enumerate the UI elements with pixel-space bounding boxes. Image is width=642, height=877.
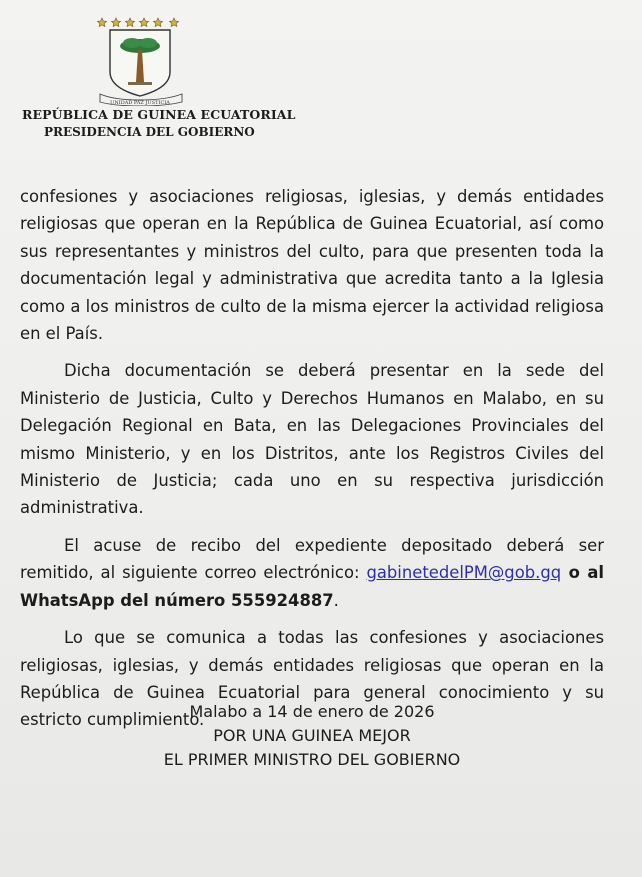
paragraph-2: Dicha documentación se deberá presentar en la sede del Ministerio de Justicia, Culto y Derechos Humanos en Malabo, en su Delegación Regional en Bata, en las Delegaciones Provinciales del mismo Ministerio, y en los Distritos, ante los Registros Civiles del Ministerio de Justicia; cada uno en su respectiva jurisdicción administrativa.	[20, 361, 604, 518]
paragraph-3	[20, 532, 604, 614]
header-country: REPÚBLICA DE GUINEA ECUATORIAL	[22, 107, 296, 122]
closing-block	[20, 700, 604, 772]
paragraph-3-text: El acuse de recibo del expediente depositado deberá ser remitido, al siguiente correo electrónico:	[20, 535, 604, 583]
closing-signatory: EL PRIMER MINISTRO DEL GOBIERNO	[163, 750, 461, 769]
paragraph-1: confesiones y asociaciones religiosas, iglesias, y demás entidades religiosas que operan en la República de Guinea Ecuatorial, así como sus representantes y ministros del culto, para que presenten toda la documentación legal y administrativa que acredita tanto a la Iglesia como a los ministros de culto de la misma ejercer la actividad religiosa en el País.	[20, 187, 604, 344]
coat-of-arms-emblem	[94, 10, 190, 106]
email-link[interactable]: gabinetedelPM@gob.gq	[366, 563, 562, 583]
paragraph-4: Lo que se comunica a todas las confesiones y asociaciones religiosas, iglesias, y demás entidades religiosas que operan en la República de Guinea Ecuatorial para general conocimiento y su estricto cumplimiento.	[20, 628, 604, 730]
emblem-motto: UNIDAD PAZ JUSTICIA	[110, 100, 170, 106]
document-body	[20, 183, 604, 744]
whatsapp-number: o al WhatsApp del número 555924887	[20, 563, 604, 610]
closing-date: Malabo a 14 de enero de 2026	[189, 702, 435, 721]
header-office: PRESIDENCIA DEL GOBIERNO	[44, 125, 255, 139]
closing-motto: POR UNA GUINEA MEJOR	[213, 726, 411, 745]
paragraph-3-end: .	[333, 590, 339, 610]
